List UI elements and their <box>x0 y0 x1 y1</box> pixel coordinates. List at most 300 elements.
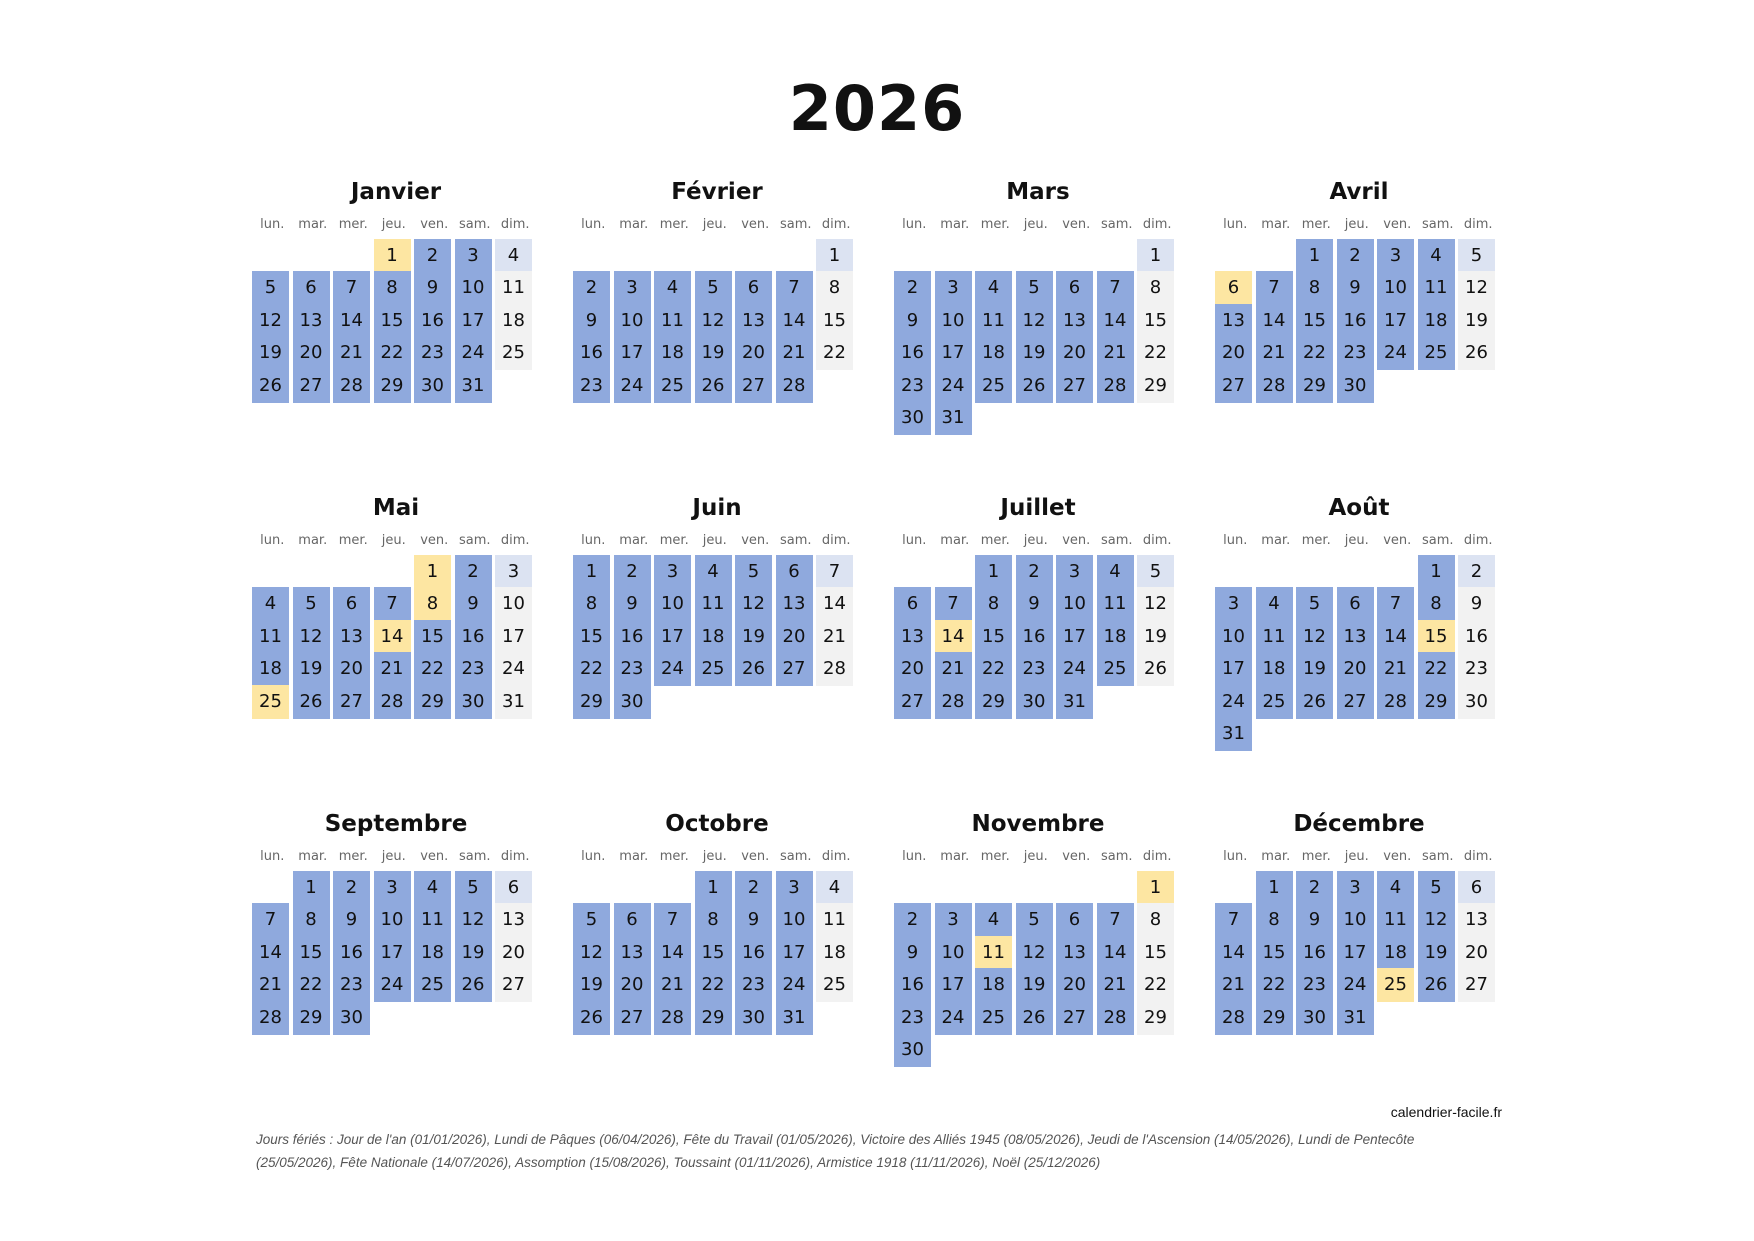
day-cell[interactable]: 28 <box>1215 1001 1252 1035</box>
day-cell[interactable]: 21 <box>1097 336 1134 370</box>
day-cell[interactable]: 31 <box>776 1001 813 1035</box>
day-cell[interactable]: 12 <box>293 620 330 654</box>
day-cell[interactable]: 24 <box>776 968 813 1002</box>
day-cell[interactable]: 19 <box>735 620 772 654</box>
day-cell[interactable]: 13 <box>1056 936 1093 970</box>
day-cell[interactable]: 20 <box>614 968 651 1002</box>
day-cell[interactable]: 16 <box>1337 304 1374 338</box>
day-cell[interactable]: 24 <box>935 1001 972 1035</box>
day-cell[interactable]: 28 <box>1097 369 1134 403</box>
day-cell[interactable]: 25 <box>816 968 853 1002</box>
day-cell[interactable]: 24 <box>374 968 411 1002</box>
day-cell[interactable]: 17 <box>1337 936 1374 970</box>
day-cell[interactable]: 17 <box>776 936 813 970</box>
day-cell[interactable]: 12 <box>1458 271 1495 305</box>
day-cell[interactable]: 9 <box>414 271 451 305</box>
day-cell[interactable]: 18 <box>252 652 289 686</box>
day-cell[interactable]: 15 <box>975 620 1012 654</box>
day-cell[interactable]: 25 <box>1097 652 1134 686</box>
day-cell[interactable]: 3 <box>1337 871 1374 905</box>
day-cell[interactable]: 31 <box>935 401 972 435</box>
day-cell[interactable]: 14 <box>1256 304 1293 338</box>
day-cell[interactable]: 21 <box>776 336 813 370</box>
day-cell[interactable]: 9 <box>735 903 772 937</box>
day-cell[interactable]: 23 <box>573 369 610 403</box>
day-cell[interactable]: 28 <box>1097 1001 1134 1035</box>
day-cell[interactable]: 1 <box>374 239 411 273</box>
day-cell[interactable]: 11 <box>1418 271 1455 305</box>
day-cell[interactable]: 15 <box>1137 304 1174 338</box>
day-cell[interactable]: 21 <box>816 620 853 654</box>
day-cell[interactable]: 12 <box>1137 587 1174 621</box>
day-cell[interactable]: 19 <box>455 936 492 970</box>
day-cell[interactable]: 31 <box>1215 717 1252 751</box>
day-cell[interactable]: 23 <box>414 336 451 370</box>
day-cell[interactable]: 17 <box>935 968 972 1002</box>
day-cell[interactable]: 14 <box>654 936 691 970</box>
day-cell[interactable]: 11 <box>975 304 1012 338</box>
day-cell[interactable]: 6 <box>894 587 931 621</box>
day-cell[interactable]: 6 <box>293 271 330 305</box>
day-cell[interactable]: 10 <box>495 587 532 621</box>
day-cell[interactable]: 5 <box>1296 587 1333 621</box>
day-cell[interactable]: 20 <box>894 652 931 686</box>
day-cell[interactable]: 1 <box>293 871 330 905</box>
day-cell[interactable]: 16 <box>1458 620 1495 654</box>
day-cell[interactable]: 6 <box>1215 271 1252 305</box>
day-cell[interactable]: 6 <box>614 903 651 937</box>
day-cell[interactable]: 22 <box>1137 968 1174 1002</box>
day-cell[interactable]: 29 <box>1256 1001 1293 1035</box>
day-cell[interactable]: 18 <box>1418 304 1455 338</box>
day-cell[interactable]: 17 <box>935 336 972 370</box>
day-cell[interactable]: 1 <box>1137 239 1174 273</box>
day-cell[interactable]: 9 <box>573 304 610 338</box>
day-cell[interactable]: 26 <box>1418 968 1455 1002</box>
day-cell[interactable]: 5 <box>1458 239 1495 273</box>
day-cell[interactable]: 4 <box>1097 555 1134 589</box>
day-cell[interactable]: 27 <box>1337 685 1374 719</box>
day-cell[interactable]: 31 <box>455 369 492 403</box>
day-cell[interactable]: 2 <box>455 555 492 589</box>
day-cell[interactable]: 16 <box>614 620 651 654</box>
day-cell[interactable]: 10 <box>1337 903 1374 937</box>
day-cell[interactable]: 20 <box>1337 652 1374 686</box>
day-cell[interactable]: 14 <box>252 936 289 970</box>
day-cell[interactable]: 4 <box>495 239 532 273</box>
day-cell[interactable]: 20 <box>735 336 772 370</box>
day-cell[interactable]: 13 <box>293 304 330 338</box>
day-cell[interactable]: 28 <box>374 685 411 719</box>
day-cell[interactable]: 13 <box>495 903 532 937</box>
day-cell[interactable]: 10 <box>935 304 972 338</box>
day-cell[interactable]: 27 <box>1056 369 1093 403</box>
day-cell[interactable]: 22 <box>573 652 610 686</box>
day-cell[interactable]: 17 <box>374 936 411 970</box>
day-cell[interactable]: 3 <box>1377 239 1414 273</box>
day-cell[interactable]: 16 <box>894 968 931 1002</box>
day-cell[interactable]: 21 <box>252 968 289 1002</box>
day-cell[interactable]: 2 <box>894 271 931 305</box>
day-cell[interactable]: 31 <box>495 685 532 719</box>
day-cell[interactable]: 7 <box>1377 587 1414 621</box>
day-cell[interactable]: 25 <box>1418 336 1455 370</box>
day-cell[interactable]: 5 <box>1016 903 1053 937</box>
day-cell[interactable]: 20 <box>293 336 330 370</box>
day-cell[interactable]: 28 <box>816 652 853 686</box>
day-cell[interactable]: 25 <box>414 968 451 1002</box>
day-cell[interactable]: 30 <box>455 685 492 719</box>
day-cell[interactable]: 20 <box>1056 336 1093 370</box>
day-cell[interactable]: 25 <box>1256 685 1293 719</box>
day-cell[interactable]: 9 <box>1458 587 1495 621</box>
day-cell[interactable]: 30 <box>894 1033 931 1067</box>
day-cell[interactable]: 12 <box>735 587 772 621</box>
day-cell[interactable]: 8 <box>1137 271 1174 305</box>
day-cell[interactable]: 8 <box>573 587 610 621</box>
day-cell[interactable]: 4 <box>975 903 1012 937</box>
day-cell[interactable]: 16 <box>1016 620 1053 654</box>
day-cell[interactable]: 27 <box>1215 369 1252 403</box>
day-cell[interactable]: 3 <box>614 271 651 305</box>
day-cell[interactable]: 18 <box>975 336 1012 370</box>
day-cell[interactable]: 11 <box>1256 620 1293 654</box>
day-cell[interactable]: 8 <box>1137 903 1174 937</box>
day-cell[interactable]: 8 <box>374 271 411 305</box>
day-cell[interactable]: 14 <box>776 304 813 338</box>
day-cell[interactable]: 26 <box>1458 336 1495 370</box>
day-cell[interactable]: 23 <box>894 1001 931 1035</box>
day-cell[interactable]: 10 <box>1056 587 1093 621</box>
day-cell[interactable]: 8 <box>1256 903 1293 937</box>
day-cell[interactable]: 4 <box>816 871 853 905</box>
day-cell[interactable]: 28 <box>252 1001 289 1035</box>
day-cell[interactable]: 19 <box>293 652 330 686</box>
day-cell[interactable]: 12 <box>455 903 492 937</box>
day-cell[interactable]: 21 <box>1377 652 1414 686</box>
day-cell[interactable]: 22 <box>293 968 330 1002</box>
day-cell[interactable]: 9 <box>614 587 651 621</box>
day-cell[interactable]: 27 <box>735 369 772 403</box>
day-cell[interactable]: 3 <box>495 555 532 589</box>
day-cell[interactable]: 22 <box>695 968 732 1002</box>
day-cell[interactable]: 20 <box>1458 936 1495 970</box>
day-cell[interactable]: 6 <box>333 587 370 621</box>
day-cell[interactable]: 18 <box>695 620 732 654</box>
day-cell[interactable]: 26 <box>1016 369 1053 403</box>
day-cell[interactable]: 28 <box>776 369 813 403</box>
day-cell[interactable]: 17 <box>455 304 492 338</box>
day-cell[interactable]: 19 <box>252 336 289 370</box>
day-cell[interactable]: 25 <box>654 369 691 403</box>
day-cell[interactable]: 12 <box>1016 304 1053 338</box>
day-cell[interactable]: 24 <box>495 652 532 686</box>
day-cell[interactable]: 23 <box>1016 652 1053 686</box>
day-cell[interactable]: 7 <box>654 903 691 937</box>
day-cell[interactable]: 16 <box>455 620 492 654</box>
day-cell[interactable]: 29 <box>414 685 451 719</box>
day-cell[interactable]: 2 <box>894 903 931 937</box>
day-cell[interactable]: 17 <box>1215 652 1252 686</box>
day-cell[interactable]: 25 <box>495 336 532 370</box>
day-cell[interactable]: 19 <box>573 968 610 1002</box>
day-cell[interactable]: 3 <box>455 239 492 273</box>
brand-label[interactable]: calendrier-facile.fr <box>1390 1104 1502 1120</box>
day-cell[interactable]: 1 <box>573 555 610 589</box>
day-cell[interactable]: 29 <box>695 1001 732 1035</box>
day-cell[interactable]: 20 <box>776 620 813 654</box>
day-cell[interactable]: 1 <box>816 239 853 273</box>
day-cell[interactable]: 23 <box>1458 652 1495 686</box>
day-cell[interactable]: 8 <box>975 587 1012 621</box>
day-cell[interactable]: 14 <box>333 304 370 338</box>
day-cell[interactable]: 5 <box>695 271 732 305</box>
day-cell[interactable]: 9 <box>455 587 492 621</box>
day-cell[interactable]: 31 <box>1056 685 1093 719</box>
day-cell[interactable]: 1 <box>1418 555 1455 589</box>
day-cell[interactable]: 6 <box>495 871 532 905</box>
day-cell[interactable]: 8 <box>1296 271 1333 305</box>
day-cell[interactable]: 25 <box>975 369 1012 403</box>
day-cell[interactable]: 30 <box>333 1001 370 1035</box>
day-cell[interactable]: 15 <box>1296 304 1333 338</box>
day-cell[interactable]: 22 <box>1296 336 1333 370</box>
day-cell[interactable]: 5 <box>735 555 772 589</box>
day-cell[interactable]: 2 <box>414 239 451 273</box>
day-cell[interactable]: 11 <box>654 304 691 338</box>
day-cell[interactable]: 3 <box>1215 587 1252 621</box>
day-cell[interactable]: 8 <box>695 903 732 937</box>
day-cell[interactable]: 5 <box>573 903 610 937</box>
day-cell[interactable]: 18 <box>1377 936 1414 970</box>
day-cell[interactable]: 28 <box>1377 685 1414 719</box>
day-cell[interactable]: 24 <box>935 369 972 403</box>
day-cell[interactable]: 13 <box>1337 620 1374 654</box>
day-cell[interactable]: 11 <box>975 936 1012 970</box>
day-cell[interactable]: 27 <box>495 968 532 1002</box>
day-cell[interactable]: 16 <box>894 336 931 370</box>
day-cell[interactable]: 2 <box>1337 239 1374 273</box>
day-cell[interactable]: 17 <box>1377 304 1414 338</box>
day-cell[interactable]: 14 <box>816 587 853 621</box>
day-cell[interactable]: 28 <box>654 1001 691 1035</box>
day-cell[interactable]: 9 <box>1337 271 1374 305</box>
day-cell[interactable]: 23 <box>455 652 492 686</box>
day-cell[interactable]: 24 <box>1337 968 1374 1002</box>
day-cell[interactable]: 16 <box>414 304 451 338</box>
day-cell[interactable]: 3 <box>1056 555 1093 589</box>
day-cell[interactable]: 21 <box>1215 968 1252 1002</box>
day-cell[interactable]: 19 <box>1137 620 1174 654</box>
day-cell[interactable]: 22 <box>816 336 853 370</box>
day-cell[interactable]: 15 <box>293 936 330 970</box>
day-cell[interactable]: 8 <box>1418 587 1455 621</box>
day-cell[interactable]: 30 <box>414 369 451 403</box>
day-cell[interactable]: 9 <box>894 936 931 970</box>
day-cell[interactable]: 30 <box>1458 685 1495 719</box>
day-cell[interactable]: 4 <box>414 871 451 905</box>
day-cell[interactable]: 29 <box>573 685 610 719</box>
day-cell[interactable]: 11 <box>1097 587 1134 621</box>
day-cell[interactable]: 19 <box>1016 968 1053 1002</box>
day-cell[interactable]: 25 <box>252 685 289 719</box>
day-cell[interactable]: 7 <box>935 587 972 621</box>
day-cell[interactable]: 7 <box>333 271 370 305</box>
day-cell[interactable]: 17 <box>1056 620 1093 654</box>
day-cell[interactable]: 23 <box>1337 336 1374 370</box>
day-cell[interactable]: 23 <box>894 369 931 403</box>
day-cell[interactable]: 21 <box>1097 968 1134 1002</box>
day-cell[interactable]: 18 <box>1256 652 1293 686</box>
day-cell[interactable]: 7 <box>1215 903 1252 937</box>
day-cell[interactable]: 5 <box>1418 871 1455 905</box>
day-cell[interactable]: 27 <box>1458 968 1495 1002</box>
day-cell[interactable]: 22 <box>1137 336 1174 370</box>
day-cell[interactable]: 18 <box>414 936 451 970</box>
day-cell[interactable]: 9 <box>894 304 931 338</box>
day-cell[interactable]: 30 <box>1337 369 1374 403</box>
day-cell[interactable]: 27 <box>614 1001 651 1035</box>
day-cell[interactable]: 11 <box>414 903 451 937</box>
day-cell[interactable]: 9 <box>333 903 370 937</box>
day-cell[interactable]: 29 <box>374 369 411 403</box>
day-cell[interactable]: 11 <box>816 903 853 937</box>
day-cell[interactable]: 7 <box>1097 271 1134 305</box>
day-cell[interactable]: 23 <box>614 652 651 686</box>
day-cell[interactable]: 22 <box>975 652 1012 686</box>
day-cell[interactable]: 11 <box>695 587 732 621</box>
day-cell[interactable]: 8 <box>414 587 451 621</box>
day-cell[interactable]: 24 <box>1215 685 1252 719</box>
day-cell[interactable]: 24 <box>455 336 492 370</box>
day-cell[interactable]: 13 <box>1215 304 1252 338</box>
day-cell[interactable]: 29 <box>1137 369 1174 403</box>
day-cell[interactable]: 3 <box>935 903 972 937</box>
day-cell[interactable]: 7 <box>374 587 411 621</box>
day-cell[interactable]: 6 <box>1056 903 1093 937</box>
day-cell[interactable]: 16 <box>1296 936 1333 970</box>
day-cell[interactable]: 2 <box>735 871 772 905</box>
day-cell[interactable]: 12 <box>1296 620 1333 654</box>
day-cell[interactable]: 26 <box>455 968 492 1002</box>
day-cell[interactable]: 1 <box>414 555 451 589</box>
day-cell[interactable]: 5 <box>252 271 289 305</box>
day-cell[interactable]: 24 <box>1377 336 1414 370</box>
day-cell[interactable]: 10 <box>654 587 691 621</box>
day-cell[interactable]: 4 <box>1418 239 1455 273</box>
day-cell[interactable]: 17 <box>614 336 651 370</box>
day-cell[interactable]: 18 <box>975 968 1012 1002</box>
day-cell[interactable]: 26 <box>252 369 289 403</box>
day-cell[interactable]: 8 <box>293 903 330 937</box>
day-cell[interactable]: 23 <box>735 968 772 1002</box>
day-cell[interactable]: 23 <box>333 968 370 1002</box>
day-cell[interactable]: 22 <box>414 652 451 686</box>
day-cell[interactable]: 27 <box>333 685 370 719</box>
day-cell[interactable]: 10 <box>1377 271 1414 305</box>
day-cell[interactable]: 21 <box>374 652 411 686</box>
day-cell[interactable]: 21 <box>654 968 691 1002</box>
day-cell[interactable]: 26 <box>695 369 732 403</box>
day-cell[interactable]: 25 <box>695 652 732 686</box>
day-cell[interactable]: 12 <box>695 304 732 338</box>
day-cell[interactable]: 14 <box>935 620 972 654</box>
day-cell[interactable]: 14 <box>1215 936 1252 970</box>
day-cell[interactable]: 3 <box>654 555 691 589</box>
day-cell[interactable]: 6 <box>1337 587 1374 621</box>
day-cell[interactable]: 8 <box>816 271 853 305</box>
day-cell[interactable]: 1 <box>1256 871 1293 905</box>
day-cell[interactable]: 13 <box>735 304 772 338</box>
day-cell[interactable]: 15 <box>374 304 411 338</box>
day-cell[interactable]: 12 <box>1418 903 1455 937</box>
day-cell[interactable]: 28 <box>333 369 370 403</box>
day-cell[interactable]: 30 <box>614 685 651 719</box>
day-cell[interactable]: 27 <box>776 652 813 686</box>
day-cell[interactable]: 14 <box>1097 304 1134 338</box>
day-cell[interactable]: 1 <box>695 871 732 905</box>
day-cell[interactable]: 5 <box>1137 555 1174 589</box>
day-cell[interactable]: 20 <box>333 652 370 686</box>
day-cell[interactable]: 11 <box>495 271 532 305</box>
day-cell[interactable]: 18 <box>816 936 853 970</box>
day-cell[interactable]: 22 <box>1256 968 1293 1002</box>
day-cell[interactable]: 13 <box>333 620 370 654</box>
day-cell[interactable]: 30 <box>735 1001 772 1035</box>
day-cell[interactable]: 26 <box>573 1001 610 1035</box>
day-cell[interactable]: 11 <box>1377 903 1414 937</box>
day-cell[interactable]: 18 <box>654 336 691 370</box>
day-cell[interactable]: 17 <box>495 620 532 654</box>
day-cell[interactable]: 13 <box>614 936 651 970</box>
day-cell[interactable]: 2 <box>1458 555 1495 589</box>
day-cell[interactable]: 25 <box>975 1001 1012 1035</box>
day-cell[interactable]: 14 <box>1097 936 1134 970</box>
day-cell[interactable]: 26 <box>1296 685 1333 719</box>
day-cell[interactable]: 15 <box>573 620 610 654</box>
day-cell[interactable]: 3 <box>374 871 411 905</box>
day-cell[interactable]: 3 <box>776 871 813 905</box>
day-cell[interactable]: 2 <box>573 271 610 305</box>
day-cell[interactable]: 4 <box>654 271 691 305</box>
day-cell[interactable]: 3 <box>935 271 972 305</box>
day-cell[interactable]: 7 <box>776 271 813 305</box>
day-cell[interactable]: 5 <box>1016 271 1053 305</box>
day-cell[interactable]: 28 <box>1256 369 1293 403</box>
day-cell[interactable]: 2 <box>1016 555 1053 589</box>
day-cell[interactable]: 1 <box>975 555 1012 589</box>
day-cell[interactable]: 10 <box>455 271 492 305</box>
day-cell[interactable]: 12 <box>252 304 289 338</box>
day-cell[interactable]: 30 <box>894 401 931 435</box>
day-cell[interactable]: 29 <box>1296 369 1333 403</box>
day-cell[interactable]: 26 <box>293 685 330 719</box>
day-cell[interactable]: 26 <box>1016 1001 1053 1035</box>
day-cell[interactable]: 21 <box>333 336 370 370</box>
day-cell[interactable]: 29 <box>293 1001 330 1035</box>
day-cell[interactable]: 17 <box>654 620 691 654</box>
day-cell[interactable]: 15 <box>1256 936 1293 970</box>
day-cell[interactable]: 10 <box>614 304 651 338</box>
day-cell[interactable]: 7 <box>1256 271 1293 305</box>
day-cell[interactable]: 26 <box>735 652 772 686</box>
day-cell[interactable]: 15 <box>816 304 853 338</box>
day-cell[interactable]: 1 <box>1137 871 1174 905</box>
day-cell[interactable]: 20 <box>495 936 532 970</box>
day-cell[interactable]: 10 <box>776 903 813 937</box>
day-cell[interactable]: 4 <box>975 271 1012 305</box>
day-cell[interactable]: 25 <box>1377 968 1414 1002</box>
